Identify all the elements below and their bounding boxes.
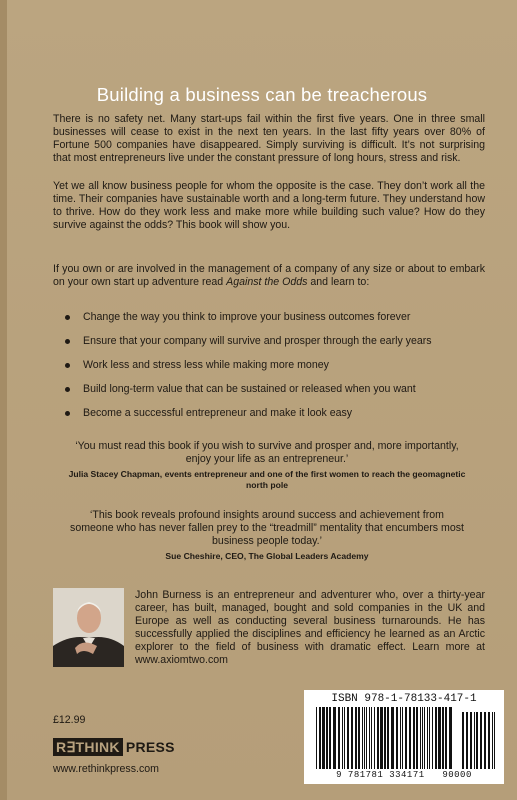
barcode-bar [377, 707, 379, 769]
author-photo [53, 588, 124, 667]
addon-bar [484, 712, 486, 769]
addon-bar [476, 712, 478, 769]
testimonial-attribution: Sue Cheshire, CEO, The Global Leaders Academy [165, 551, 369, 561]
barcode-bar [432, 707, 433, 769]
addon-digits: 90000 [442, 770, 472, 780]
barcode-bar [420, 707, 421, 769]
addon-bar [470, 712, 472, 769]
barcode-bar [366, 707, 367, 769]
price: £12.99 [53, 714, 86, 726]
bullet-icon [65, 315, 70, 320]
bullet-icon [65, 363, 70, 368]
barcode-bar [387, 707, 389, 769]
barcode-bar [400, 707, 401, 769]
bullet-icon [65, 387, 70, 392]
barcode-bar [429, 707, 430, 769]
bullet-icon [65, 411, 70, 416]
barcode-bar [409, 707, 411, 769]
barcode-bar [322, 707, 325, 769]
barcode-bar [319, 707, 321, 769]
barcode-bar [371, 707, 372, 769]
barcode-bar [329, 707, 331, 769]
barcode-bar [364, 707, 365, 769]
addon-bar [466, 712, 468, 769]
barcode-bar [424, 707, 425, 769]
addon-bar [474, 712, 475, 769]
barcode-bar [391, 707, 394, 769]
barcode-bar [416, 707, 418, 769]
intro-text-after: and learn to: [307, 276, 370, 288]
barcode-bar [342, 707, 343, 769]
barcode-bar [344, 707, 345, 769]
barcode-bar [413, 707, 415, 769]
headline: Building a business can be treacherous [96, 84, 428, 105]
bullet-icon [65, 339, 70, 344]
barcode-bar [362, 707, 363, 769]
barcode-bar [438, 707, 441, 769]
barcode-bar [442, 707, 444, 769]
publisher-logo [53, 738, 175, 756]
list-item: Ensure that your company will survive and prosper through the early years [65, 335, 475, 348]
list-item: Build long-term value that can be sustained or released when you want [65, 383, 475, 396]
barcode-bar [449, 707, 452, 769]
barcode-bar [358, 707, 360, 769]
barcode-bar [422, 707, 423, 769]
intro-text-before: If you own or are involved in the management of a company of any size or about to embark on your own start up adventure read [53, 263, 485, 288]
barcode-bar [347, 707, 349, 769]
publisher-logo-rethink: R∃THINK [53, 738, 123, 756]
barcode-digits: 9 781781 334171 90000 [336, 770, 472, 780]
barcode-bar [355, 707, 357, 769]
addon-bar [480, 712, 482, 769]
barcode-bar [338, 707, 340, 769]
testimonial-attribution: Julia Stacey Chapman, events entrepreneur and one of the first women to reach the geomagnetic north pole [68, 469, 466, 490]
barcode-bar [326, 707, 328, 769]
book-title: Against the Odds [226, 276, 308, 288]
testimonial-2 [67, 509, 467, 562]
list-item: Become a successful entrepreneur and make it look easy [65, 407, 475, 420]
addon-bar [492, 712, 493, 769]
list-item: Work less and stress less while making more money [65, 359, 475, 372]
benefits-list [65, 311, 475, 431]
barcode-bar [402, 707, 403, 769]
paragraph-2: Yet we all know business people for whom the opposite is the case. They don’t work all the time. Their companies have sustainable worth and a long-term future. They understand how to thrive. How do they work less and make more while building such value? How do they survive against the odds? This book will show you. [53, 180, 485, 231]
barcode-bar [374, 707, 375, 769]
barcode-bar [427, 707, 428, 769]
barcode-bar [333, 707, 336, 769]
barcode-bar [369, 707, 370, 769]
intro-paragraph [53, 263, 485, 289]
isbn-label: ISBN 978-1-78133-417-1 [331, 693, 477, 705]
barcode-bar [351, 707, 353, 769]
isbn-barcode [304, 690, 504, 784]
testimonial-text: ‘This book reveals profound insights around success and achievement from someone who has never fallen prey to the “treadmill” mentality that encumbers most business people today.’ [70, 509, 464, 547]
paragraph-1: There is no safety net. Many start-ups fail within the first five years. One in three small businesses will cease to exist in the next ten years. In the last fifty years over 80% of Fortune 500 companies have disappeared. Simply surviving is difficult. It’s not surprising that most entrepreneurs live under the constant pressure of long hours, stress and risk. [53, 113, 485, 164]
barcode-bar [316, 707, 317, 769]
author-bio: John Burness is an entrepreneur and adventurer who, over a thirty-year career, has built, managed, bought and sold companies in the UK and Europe as well as conducting several business turnarounds. He has successfully applied the disciplines and efficiency he learned as an Arctic explorer to the field of business with dramatic effect. Learn more at www.axiomtwo.com [135, 589, 485, 666]
barcode-bar [384, 707, 386, 769]
barcode-bar [380, 707, 383, 769]
barcode-bar [396, 707, 398, 769]
publisher-logo-press: PRESS [125, 739, 175, 755]
barcode-bar [435, 707, 437, 769]
barcode-bar [405, 707, 407, 769]
barcode-bar [445, 707, 447, 769]
addon-bar [494, 712, 495, 769]
list-item: Change the way you think to improve your business outcomes forever [65, 311, 475, 324]
publisher-website: www.rethinkpress.com [53, 763, 159, 775]
addon-bar [488, 712, 490, 769]
testimonial-1 [67, 440, 467, 491]
addon-bar [462, 712, 464, 769]
testimonial-text: ‘You must read this book if you wish to survive and prosper and, more importantly, enjoy your life as an entrepreneur.’ [75, 440, 459, 465]
